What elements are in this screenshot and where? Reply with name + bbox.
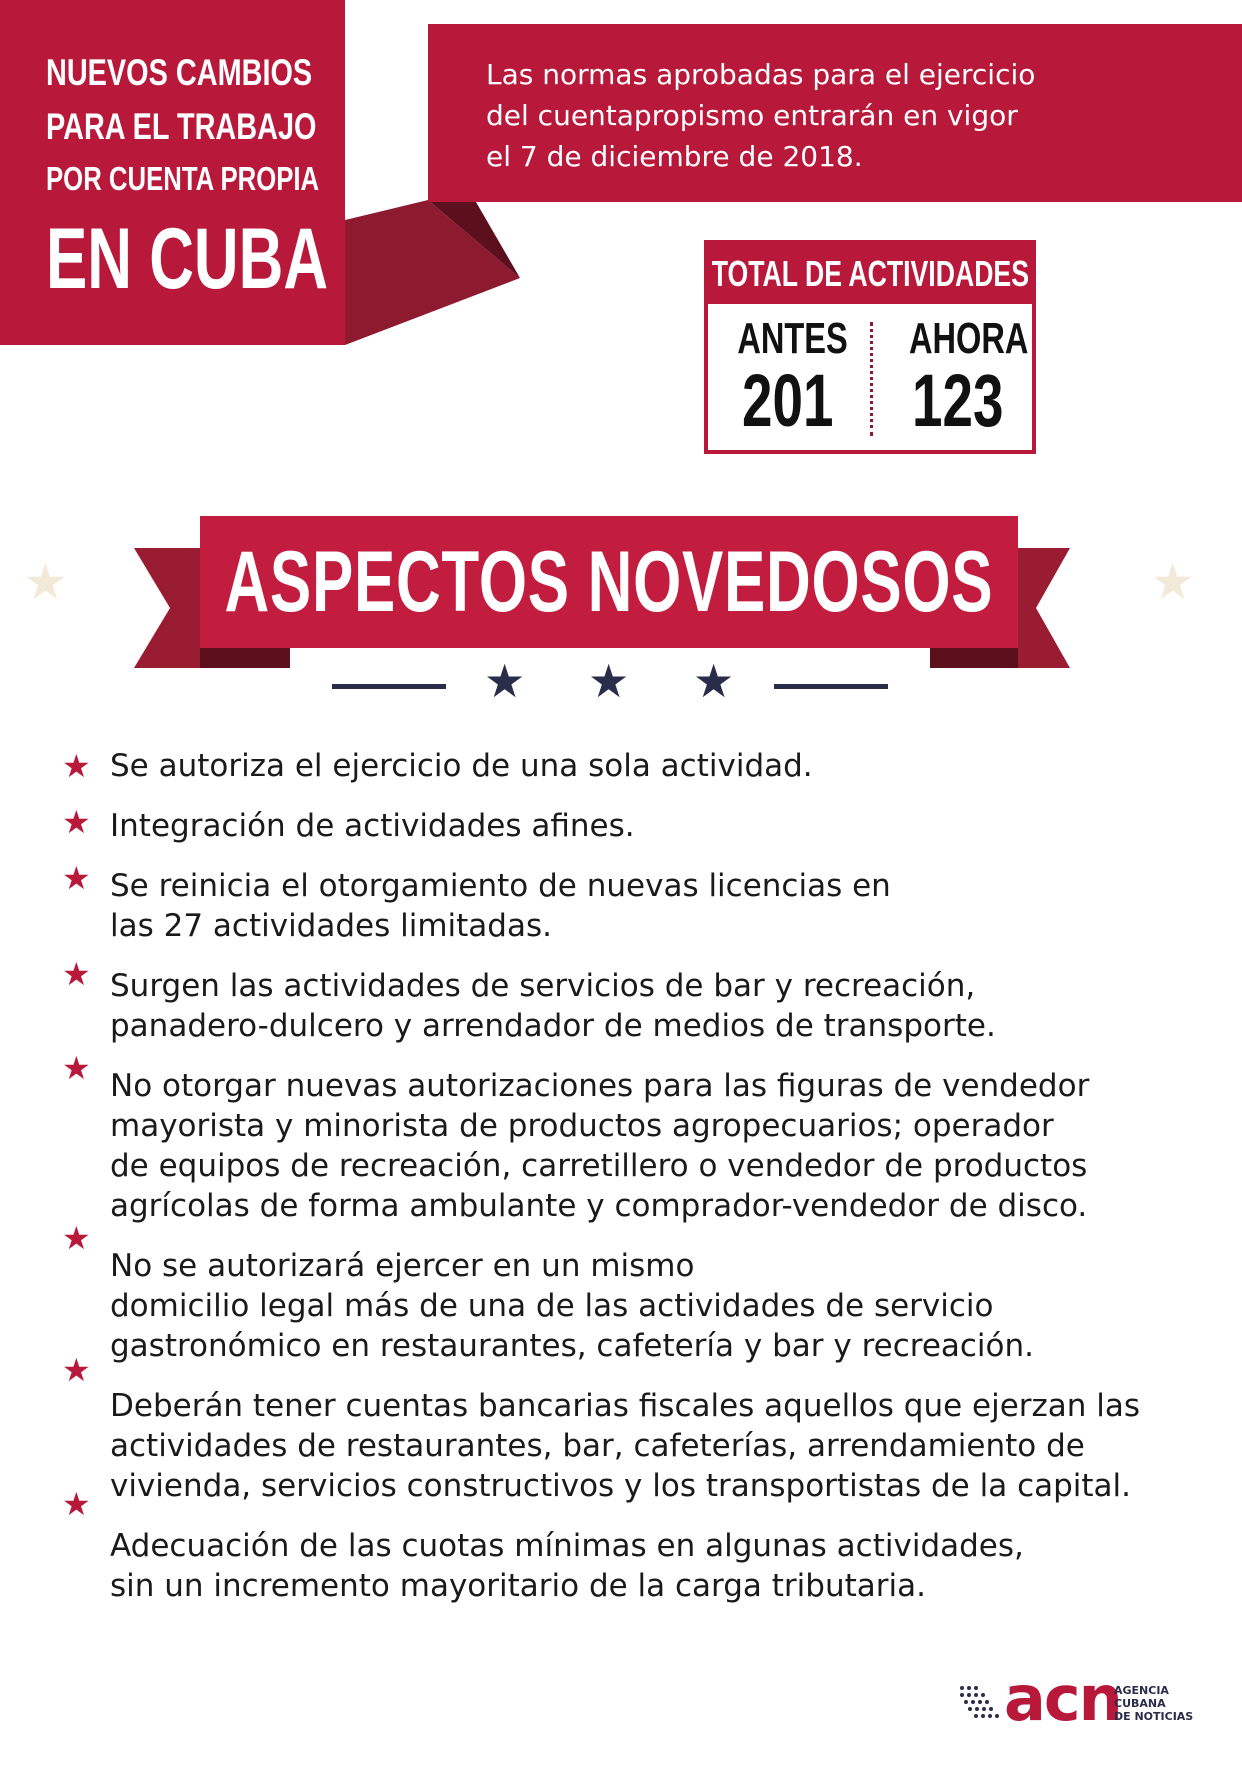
logo-sub-line-2: CUBANA — [1114, 1697, 1166, 1710]
divider-line-right — [774, 684, 888, 689]
title-line-3: POR CUENTA PROPIA — [46, 160, 320, 197]
title-line-2: PARA EL TRABAJO — [46, 106, 317, 147]
acn-logo — [958, 1662, 1208, 1736]
divider-star-2: ★ — [588, 654, 630, 708]
banner-left-fold — [200, 648, 290, 668]
acn-logo-mark: acn — [1004, 1662, 1121, 1735]
ribbon-fold-back — [345, 200, 520, 345]
intro-line-3: el 7 de diciembre de 2018. — [486, 140, 863, 173]
bullet-star-7: ★ — [62, 1351, 91, 1389]
banner-right-fold — [930, 648, 1018, 668]
divider-star-3: ★ — [693, 654, 735, 708]
list-item: Se autoriza el ejercicio de una sola actividad. — [110, 748, 813, 784]
list-item: Se reinicia el otorgamiento de nuevas licencias en las 27 actividades limitadas. — [110, 868, 891, 944]
total-heading-text: TOTAL DE ACTIVIDADES — [711, 253, 1029, 294]
list-item: Integración de actividades afines. — [110, 808, 635, 844]
now-value — [888, 359, 1028, 442]
now-label-text: AHORA — [908, 314, 1029, 363]
before-value-text: 201 — [742, 359, 834, 442]
before-value — [718, 359, 858, 442]
bullet-star-5: ★ — [62, 1049, 91, 1087]
banner-star-left: ★ — [25, 557, 66, 607]
total-columns — [708, 304, 1032, 450]
title-line-1: NUEVOS CAMBIOS — [46, 52, 313, 93]
now-column — [888, 316, 1028, 440]
list-item: Adecuación de las cuotas mínimas en algunas actividades, sin un incremento mayoritario de la carga tributaria. — [110, 1528, 1024, 1604]
divider-star-1: ★ — [484, 654, 526, 708]
bullet-star-2: ★ — [62, 803, 91, 841]
before-column — [718, 316, 858, 440]
bullet-star-6: ★ — [62, 1219, 91, 1257]
bullet-star-8: ★ — [62, 1485, 91, 1523]
list-item: Deberán tener cuentas bancarias fiscales aquellos que ejerzan las actividades de restaurantes, bar, cafeterías, arrendamiento de vivienda, servicios constructivos y los transportistas de la capital. — [110, 1388, 1141, 1504]
logo-sub-line-3: DE NOTICIAS — [1114, 1710, 1194, 1723]
list-item: No se autorizará ejercer en un mismo domicilio legal más de una de las actividades de servicio gastronómico en restaurantes, cafetería y bar y recreación. — [110, 1248, 1035, 1364]
before-label — [718, 316, 858, 362]
list-item: Surgen las actividades de servicios de bar y recreación, panadero-dulcero y arrendador de medios de transporte. — [110, 968, 996, 1044]
title-line-4: EN CUBA — [46, 211, 329, 307]
banner-star-right: ★ — [1152, 557, 1193, 607]
aspectos-banner-main — [25, 516, 1193, 648]
bullet-star-3: ★ — [62, 859, 91, 897]
divider-line-left — [332, 684, 446, 689]
total-activities-box — [704, 240, 1036, 454]
banner-title: ASPECTOS NOVEDOSOS — [224, 533, 994, 630]
acn-logo-subtitle — [1114, 1684, 1193, 1723]
now-value-text: 123 — [912, 359, 1004, 442]
main-title-block — [0, 0, 345, 345]
now-label — [888, 316, 1028, 362]
acn-dots-icon — [958, 1684, 1002, 1724]
intro-text-block — [428, 24, 1242, 202]
bullet-star-1: ★ — [62, 747, 91, 785]
total-activities-heading — [708, 244, 1032, 304]
intro-line-1: Las normas aprobadas para el ejercicio — [486, 58, 1036, 91]
bullet-star-4: ★ — [62, 955, 91, 993]
intro-line-2: del cuentapropismo entrarán en vigor — [486, 99, 1018, 132]
logo-sub-line-1: AGENCIA — [1114, 1684, 1169, 1697]
dotted-separator — [870, 322, 873, 436]
before-label-text: ANTES — [737, 314, 848, 363]
list-item: No otorgar nuevas autorizaciones para las figuras de vendedor mayorista y minorista de productos agropecuarios; operador de equipos de recreación, carretillero o vendedor de productos agrícolas de forma ambulante y comprador-vendedor de disco. — [110, 1068, 1090, 1224]
